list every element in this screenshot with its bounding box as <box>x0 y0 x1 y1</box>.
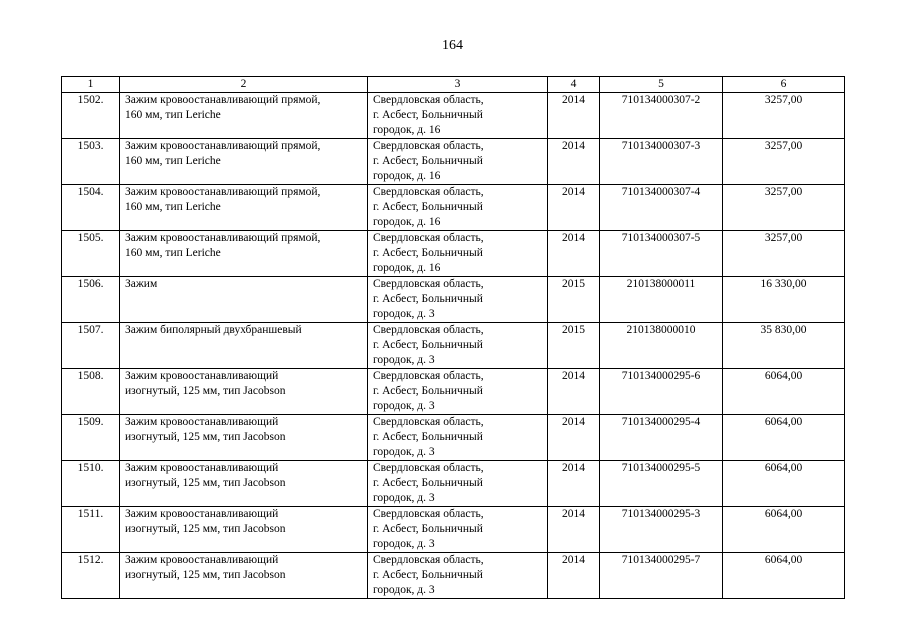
column-number: 3 <box>368 77 548 93</box>
column-number: 6 <box>723 77 845 93</box>
item-address <box>368 231 548 277</box>
row-number: 1503. <box>62 139 120 185</box>
item-address-line: г. Асбест, Больничный <box>373 109 483 121</box>
item-address-line: г. Асбест, Больничный <box>373 385 483 397</box>
item-name-line: Зажим кровоостанавливающий прямой, <box>125 140 321 152</box>
item-name <box>120 185 368 231</box>
item-name <box>120 93 368 139</box>
item-name <box>120 553 368 599</box>
row-number: 1506. <box>62 277 120 323</box>
item-cost: 6064,00 <box>723 415 845 461</box>
item-year: 2014 <box>548 139 600 185</box>
item-address-line: городок, д. 3 <box>373 308 435 320</box>
item-address-line: Свердловская область, <box>373 508 484 520</box>
item-address-line: городок, д. 16 <box>373 124 441 136</box>
item-address <box>368 93 548 139</box>
item-address-line: городок, д. 3 <box>373 492 435 504</box>
item-name-line: Зажим кровоостанавливающий прямой, <box>125 186 321 198</box>
item-address-line: г. Асбест, Больничный <box>373 477 483 489</box>
row-number: 1507. <box>62 323 120 369</box>
inventory-number: 710134000307-3 <box>600 139 723 185</box>
item-name-line: Зажим кровоостанавливающий прямой, <box>125 232 321 244</box>
item-address-line: Свердловская область, <box>373 94 484 106</box>
item-cost: 3257,00 <box>723 139 845 185</box>
item-name-line: 160 мм, тип Leriche <box>125 109 221 121</box>
inventory-number: 710134000295-3 <box>600 507 723 553</box>
item-address-line: городок, д. 16 <box>373 170 441 182</box>
item-name-line: Зажим <box>125 278 158 290</box>
inventory-number: 710134000307-4 <box>600 185 723 231</box>
item-address-line: Свердловская область, <box>373 554 484 566</box>
item-address-line: г. Асбест, Больничный <box>373 339 483 351</box>
item-address-line: Свердловская область, <box>373 324 484 336</box>
row-number: 1505. <box>62 231 120 277</box>
item-address-line: Свердловская область, <box>373 278 484 290</box>
item-address <box>368 369 548 415</box>
item-name-line: Зажим биполярный двухбраншевый <box>125 324 302 336</box>
item-address-line: Свердловская область, <box>373 232 484 244</box>
item-name <box>120 323 368 369</box>
inventory-number: 710134000295-5 <box>600 461 723 507</box>
table-row <box>62 277 845 323</box>
item-year: 2015 <box>548 277 600 323</box>
row-number: 1512. <box>62 553 120 599</box>
item-cost: 6064,00 <box>723 553 845 599</box>
item-name-line: изогнутый, 125 мм, тип Jacobson <box>125 569 286 581</box>
item-address-line: г. Асбест, Больничный <box>373 201 483 213</box>
item-address-line: Свердловская область, <box>373 370 484 382</box>
item-address-line: городок, д. 16 <box>373 262 441 274</box>
item-year: 2014 <box>548 185 600 231</box>
table-row <box>62 415 845 461</box>
item-address <box>368 323 548 369</box>
row-number: 1511. <box>62 507 120 553</box>
item-name-line: изогнутый, 125 мм, тип Jacobson <box>125 431 286 443</box>
item-year: 2014 <box>548 369 600 415</box>
column-number: 1 <box>62 77 120 93</box>
item-year: 2014 <box>548 553 600 599</box>
item-name-line: 160 мм, тип Leriche <box>125 201 221 213</box>
inventory-number: 710134000307-2 <box>600 93 723 139</box>
item-name-line: 160 мм, тип Leriche <box>125 155 221 167</box>
table-row <box>62 139 845 185</box>
item-address-line: городок, д. 3 <box>373 584 435 596</box>
item-cost: 6064,00 <box>723 461 845 507</box>
item-year: 2014 <box>548 93 600 139</box>
item-name <box>120 139 368 185</box>
item-address-line: городок, д. 3 <box>373 446 435 458</box>
inventory-number: 210138000010 <box>600 323 723 369</box>
item-cost: 3257,00 <box>723 93 845 139</box>
item-address <box>368 415 548 461</box>
table-row <box>62 231 845 277</box>
item-name <box>120 369 368 415</box>
item-name <box>120 415 368 461</box>
item-address-line: городок, д. 3 <box>373 354 435 366</box>
item-year: 2015 <box>548 323 600 369</box>
item-address <box>368 461 548 507</box>
item-address-line: г. Асбест, Больничный <box>373 293 483 305</box>
item-cost: 6064,00 <box>723 507 845 553</box>
item-name-line: изогнутый, 125 мм, тип Jacobson <box>125 385 286 397</box>
column-number: 2 <box>120 77 368 93</box>
item-address-line: г. Асбест, Больничный <box>373 431 483 443</box>
item-name-line: Зажим кровоостанавливающий <box>125 370 279 382</box>
item-address-line: Свердловская область, <box>373 140 484 152</box>
item-address-line: г. Асбест, Больничный <box>373 569 483 581</box>
row-number: 1508. <box>62 369 120 415</box>
column-number: 5 <box>600 77 723 93</box>
inventory-number: 210138000011 <box>600 277 723 323</box>
column-number: 4 <box>548 77 600 93</box>
item-address-line: Свердловская область, <box>373 186 484 198</box>
item-name-line: Зажим кровоостанавливающий <box>125 462 279 474</box>
item-name-line: Зажим кровоостанавливающий <box>125 508 279 520</box>
page-number: 164 <box>442 38 463 53</box>
row-number: 1509. <box>62 415 120 461</box>
item-name <box>120 507 368 553</box>
inventory-number: 710134000295-4 <box>600 415 723 461</box>
item-name-line: Зажим кровоостанавливающий <box>125 416 279 428</box>
item-name-line: Зажим кровоостанавливающий прямой, <box>125 94 321 106</box>
item-address-line: городок, д. 3 <box>373 400 435 412</box>
row-number: 1502. <box>62 93 120 139</box>
row-number: 1504. <box>62 185 120 231</box>
item-address-line: городок, д. 3 <box>373 538 435 550</box>
item-cost: 16 330,00 <box>723 277 845 323</box>
item-name-line: 160 мм, тип Leriche <box>125 247 221 259</box>
item-address <box>368 139 548 185</box>
item-cost: 3257,00 <box>723 185 845 231</box>
table-row <box>62 507 845 553</box>
item-address-line: Свердловская область, <box>373 416 484 428</box>
item-name-line: изогнутый, 125 мм, тип Jacobson <box>125 477 286 489</box>
item-name <box>120 277 368 323</box>
item-address-line: г. Асбест, Больничный <box>373 523 483 535</box>
item-year: 2014 <box>548 461 600 507</box>
inventory-number: 710134000307-5 <box>600 231 723 277</box>
table-row <box>62 93 845 139</box>
item-address-line: городок, д. 16 <box>373 216 441 228</box>
row-number: 1510. <box>62 461 120 507</box>
item-name-line: изогнутый, 125 мм, тип Jacobson <box>125 523 286 535</box>
item-year: 2014 <box>548 507 600 553</box>
item-cost: 35 830,00 <box>723 323 845 369</box>
inventory-number: 710134000295-6 <box>600 369 723 415</box>
item-address <box>368 553 548 599</box>
registry-table <box>61 76 845 599</box>
item-cost: 6064,00 <box>723 369 845 415</box>
item-name <box>120 461 368 507</box>
table-row <box>62 323 845 369</box>
item-name <box>120 231 368 277</box>
item-address-line: г. Асбест, Больничный <box>373 155 483 167</box>
item-address <box>368 185 548 231</box>
table-row <box>62 461 845 507</box>
inventory-number: 710134000295-7 <box>600 553 723 599</box>
item-address-line: г. Асбест, Больничный <box>373 247 483 259</box>
item-address-line: Свердловская область, <box>373 462 484 474</box>
item-name-line: Зажим кровоостанавливающий <box>125 554 279 566</box>
item-year: 2014 <box>548 415 600 461</box>
item-address <box>368 277 548 323</box>
table-row <box>62 553 845 599</box>
item-year: 2014 <box>548 231 600 277</box>
table-row <box>62 185 845 231</box>
item-address <box>368 507 548 553</box>
table-row <box>62 369 845 415</box>
item-cost: 3257,00 <box>723 231 845 277</box>
column-number-row <box>62 77 845 93</box>
